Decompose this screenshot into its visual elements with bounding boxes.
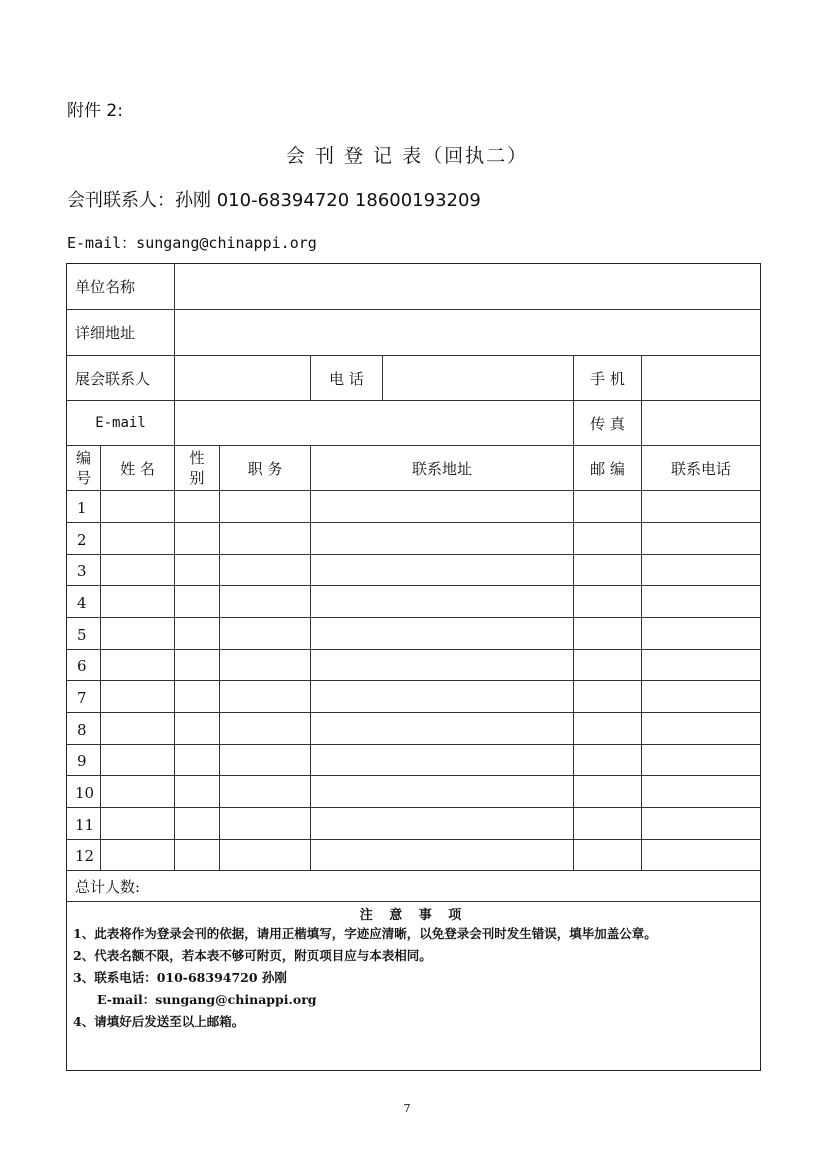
row-number: 2	[77, 531, 87, 549]
col-address-header: 联系地址	[411, 459, 472, 478]
row-number: 4	[77, 594, 87, 612]
total-count-label: 总计人数:	[75, 877, 141, 896]
expo-contact-label: 展会联系人	[75, 369, 151, 388]
page-number: 7	[403, 1102, 411, 1115]
col-gender-header	[175, 446, 219, 490]
email-field[interactable]	[175, 401, 573, 445]
registration-form	[66, 263, 761, 1071]
unit-name-field[interactable]	[175, 264, 760, 309]
fax-label: 传 真	[590, 414, 625, 433]
mobile-label: 手 机	[590, 369, 625, 388]
col-name-header: 姓 名	[120, 459, 155, 478]
mobile-field[interactable]	[642, 356, 760, 400]
col-phone-header: 联系电话	[670, 459, 731, 478]
col-gender-bottom: 别	[189, 469, 205, 487]
contact-line: 会刊联系人：孙刚 010-68394720 18600193209	[67, 190, 481, 211]
row-number: 12	[75, 847, 95, 865]
row-number: 6	[77, 657, 87, 675]
col-number-header	[67, 446, 100, 490]
col-number-bottom: 号	[75, 469, 91, 487]
row-number: 7	[77, 689, 87, 707]
col-postcode-header: 邮 编	[590, 459, 625, 478]
address-field[interactable]	[175, 310, 760, 355]
attachment-label: 附件 2:	[67, 101, 123, 121]
phone-field[interactable]	[383, 356, 573, 400]
unit-name-label: 单位名称	[75, 278, 136, 296]
row-number: 5	[77, 626, 87, 644]
form-title: 会 刊 登 记 表（回执二）	[285, 145, 529, 167]
row-number: 9	[77, 752, 87, 770]
email-line: E-mail：sungang@chinappi.org	[67, 234, 317, 252]
note-item: 4、请填好后发送至以上邮箱。	[73, 1014, 245, 1029]
fax-field[interactable]	[642, 401, 760, 445]
row-number: 1	[77, 499, 87, 517]
phone-label: 电 话	[329, 369, 364, 388]
notes-title: 注 意 事 项	[359, 908, 468, 923]
col-number-top: 编	[75, 449, 91, 467]
note-item: 1、此表将作为登录会刊的依据，请用正楷填写，字迹应清晰，以免登录会刊时发生错误，填毕加盖公章。	[73, 926, 657, 941]
notes-section	[67, 901, 760, 1033]
col-gender-top: 性	[189, 449, 205, 467]
address-label: 详细地址	[75, 324, 136, 342]
expo-contact-field[interactable]	[175, 356, 310, 400]
row-number: 11	[75, 816, 95, 834]
note-item: E-mail：sungang@chinappi.org	[97, 992, 317, 1007]
note-item: 3、联系电话：010-68394720 孙刚	[73, 970, 287, 985]
note-item: 2、代表名额不限，若本表不够可附页，附页项目应与本表相同。	[73, 948, 432, 963]
row-number: 8	[77, 721, 87, 739]
row-number: 3	[77, 562, 87, 580]
email-label: E-mail	[95, 415, 146, 431]
row-number: 10	[75, 784, 95, 802]
col-position-header: 职 务	[247, 459, 283, 478]
